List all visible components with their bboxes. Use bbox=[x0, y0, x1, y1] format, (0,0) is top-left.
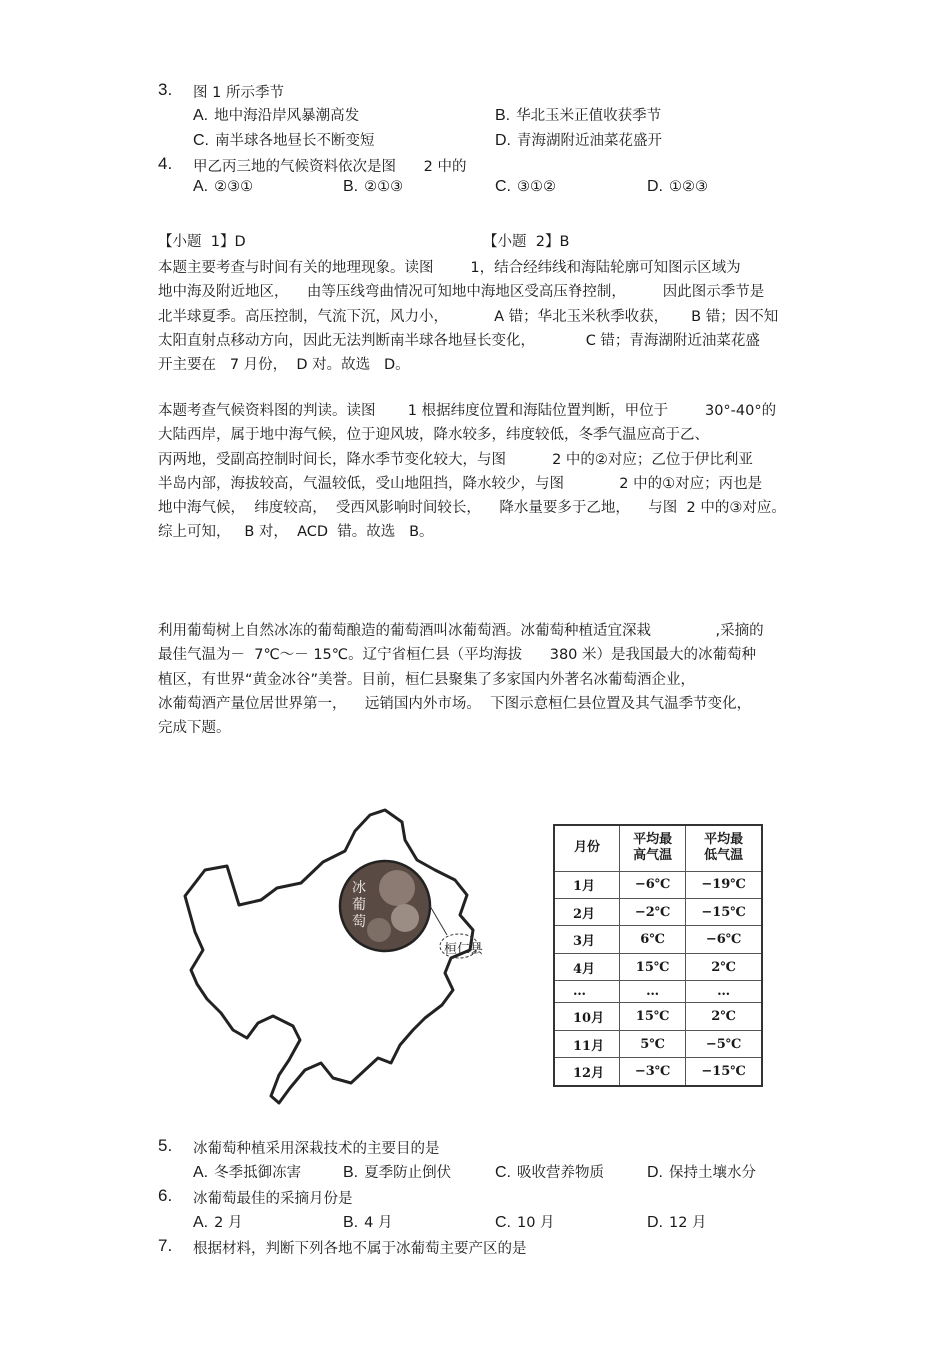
min-temp-cell: −15℃ bbox=[686, 1058, 762, 1086]
option-letter: C. bbox=[495, 1164, 511, 1181]
max-temp-cell: 5℃ bbox=[620, 1030, 686, 1057]
explanation-line: 本题考查气候资料图的判读。读图 1 根据纬度位置和海陆位置判断，甲位于 30°-40°的 bbox=[158, 403, 777, 419]
max-temp-cell: … bbox=[620, 981, 686, 1003]
question-4-stem: 甲乙丙三地的气候资料依次是图 2 中的 bbox=[193, 159, 467, 175]
max-temp-cell: 15℃ bbox=[620, 953, 686, 980]
q3-option-a[interactable] bbox=[193, 104, 359, 125]
option-letter: C. bbox=[495, 178, 511, 195]
month-cell: 3月 bbox=[554, 926, 620, 953]
option-letter: B. bbox=[343, 1214, 359, 1231]
max-temp-cell: 15℃ bbox=[620, 1003, 686, 1030]
explanation-1 bbox=[158, 256, 778, 377]
min-temp-cell: −6℃ bbox=[686, 926, 762, 953]
header-max-temp: 平均最 高气温 bbox=[620, 825, 686, 871]
q5-option-a[interactable] bbox=[193, 1161, 301, 1182]
q6-option-d[interactable] bbox=[647, 1211, 707, 1232]
month-cell: 2月 bbox=[554, 898, 620, 925]
question-3-stem: 图 1 所示季节 bbox=[193, 85, 284, 101]
material-line: 利用葡萄树上自然冰冻的葡萄酿造的葡萄酒叫冰葡萄酒。冰葡萄种植适宜深栽 ,采摘的 bbox=[158, 623, 764, 639]
material-line: 完成下题。 bbox=[158, 720, 231, 737]
max-temp-cell: −2℃ bbox=[620, 898, 686, 925]
explanation-line: 丙两地，受副高控制时间长，降水季节变化较大，与图 2 中的②对应；乙位于伊比利亚 bbox=[158, 451, 753, 468]
option-letter: D. bbox=[647, 1214, 663, 1231]
material-paragraph bbox=[158, 619, 764, 740]
table-row bbox=[554, 1030, 762, 1057]
max-temp-cell: 6℃ bbox=[620, 926, 686, 953]
explanation-line: 太阳直射点移动方向，因此无法判断南半球各地昼长变化， C 错；青海湖附近油菜花盛 bbox=[158, 332, 760, 349]
table-row bbox=[554, 1058, 762, 1086]
option-text: 青海湖附近油菜花盛开 bbox=[517, 133, 662, 149]
explanation-line: 地中海气候， 纬度较高， 受西风影响时间较长， 降水量要多于乙地， 与图 2 中的③对应。 bbox=[158, 500, 786, 517]
q5-option-d[interactable] bbox=[647, 1161, 756, 1182]
material-line: 最佳气温为－ 7℃～－ 15℃。辽宁省桓仁县（平均海拔 380 米）是我国最大的冰葡萄种 bbox=[158, 647, 757, 664]
header-min-temp: 平均最 低气温 bbox=[686, 825, 762, 871]
min-temp-cell: −15℃ bbox=[686, 898, 762, 925]
grape-highlight bbox=[379, 870, 415, 906]
table-row bbox=[554, 953, 762, 980]
question-6-stem: 冰葡萄最佳的采摘月份是 bbox=[193, 1191, 353, 1207]
table-row bbox=[554, 898, 762, 925]
q4-option-b[interactable] bbox=[343, 178, 403, 196]
option-letter: A. bbox=[193, 1164, 209, 1181]
material-line: 冰葡萄酒产量位居世界第一， 远销国内外市场。 下图示意桓仁县位置及其气温季节变化， bbox=[158, 695, 752, 712]
question-3-number: 3. bbox=[158, 80, 173, 99]
month-cell: 12月 bbox=[554, 1058, 620, 1086]
option-text: ③①② bbox=[517, 179, 556, 195]
explanation-line: 地中海及附近地区， 由等压线弯曲情况可知地中海地区受高压脊控制， 因此图示季节是 bbox=[158, 284, 765, 301]
q4-option-a[interactable] bbox=[193, 178, 253, 196]
option-text: ②①③ bbox=[364, 179, 404, 195]
question-7-stem: 根据材料，判断下列各地不属于冰葡萄主要产区的是 bbox=[193, 1241, 527, 1257]
option-letter: B. bbox=[495, 107, 511, 124]
option-text: 吸收营养物质 bbox=[517, 1165, 604, 1181]
explanation-line: 北半球夏季。高压控制，气流下沉，风力小， A 错；华北玉米秋季收获， B 错；因不知 bbox=[158, 308, 779, 325]
q6-option-c[interactable] bbox=[495, 1211, 555, 1232]
table-row bbox=[554, 981, 762, 1003]
option-text: 10 月 bbox=[517, 1215, 555, 1231]
explanation-line: 综上可知， B 对， ACD 错。故选 B。 bbox=[158, 524, 434, 541]
explanation-line: 开主要在 7 月份， D 对。故选 D。 bbox=[158, 357, 410, 374]
min-temp-cell: −5℃ bbox=[686, 1030, 762, 1057]
ice-grape-label: 冰葡萄 bbox=[352, 880, 366, 930]
q6-option-b[interactable] bbox=[343, 1211, 392, 1232]
climate-table bbox=[553, 824, 763, 1087]
option-text: ①②③ bbox=[669, 179, 708, 195]
table-row bbox=[554, 1003, 762, 1030]
option-letter: C. bbox=[495, 1214, 511, 1231]
q6-option-a[interactable] bbox=[193, 1211, 242, 1232]
option-letter: B. bbox=[343, 1164, 359, 1181]
table-row bbox=[554, 926, 762, 953]
option-text: ②③① bbox=[214, 179, 254, 195]
month-cell: … bbox=[554, 981, 620, 1003]
question-4-number: 4. bbox=[158, 154, 173, 173]
table-row bbox=[554, 871, 762, 898]
q4-option-d[interactable] bbox=[647, 178, 708, 196]
option-letter: D. bbox=[647, 178, 663, 195]
option-text: 华北玉米正值收获季节 bbox=[516, 108, 662, 124]
month-cell: 11月 bbox=[554, 1030, 620, 1057]
option-text: 4 月 bbox=[364, 1215, 393, 1231]
q3-option-b[interactable] bbox=[495, 104, 661, 125]
q3-option-d[interactable] bbox=[495, 129, 662, 150]
explanation-line: 大陆西岸，属于地中海气候，位于迎风坡，降水较多，纬度较低，冬季气温应高于乙、 bbox=[158, 427, 709, 444]
question-5-stem: 冰葡萄种植采用深栽技术的主要目的是 bbox=[193, 1141, 440, 1157]
option-letter: A. bbox=[193, 107, 209, 124]
month-cell: 10月 bbox=[554, 1003, 620, 1030]
option-text: 南半球各地昼长不断变短 bbox=[215, 133, 375, 149]
q5-option-b[interactable] bbox=[343, 1161, 451, 1182]
option-text: 夏季防止倒伏 bbox=[364, 1165, 452, 1181]
option-letter: A. bbox=[193, 1214, 209, 1231]
q3-option-c[interactable] bbox=[193, 129, 375, 150]
month-cell: 1月 bbox=[554, 871, 620, 898]
answer-1: 【小题 1】D bbox=[158, 234, 246, 250]
question-7-number: 7. bbox=[158, 1236, 173, 1255]
max-temp-cell: −6℃ bbox=[620, 871, 686, 898]
option-letter: A. bbox=[193, 178, 209, 195]
table-header-row bbox=[554, 825, 762, 871]
option-text: 12 月 bbox=[669, 1215, 707, 1231]
month-cell: 4月 bbox=[554, 953, 620, 980]
min-temp-cell: 2℃ bbox=[686, 953, 762, 980]
option-text: 保持土壤水分 bbox=[669, 1165, 756, 1181]
explanation-line: 本题主要考查与时间有关的地理现象。读图 1，结合经纬线和海陆轮廓可知图示区域为 bbox=[158, 260, 741, 276]
min-temp-cell: … bbox=[686, 981, 762, 1003]
huanren-county-label: 桓仁县 bbox=[444, 942, 484, 957]
material-line: 植区，有世界“黄金冰谷”美誉。目前，桓仁县聚集了多家国内外著名冰葡萄酒企业， bbox=[158, 671, 696, 688]
explanation-line: 半岛内部，海拔较高，气温较低，受山地阻挡，降水较少，与图 2 中的①对应；丙也是 bbox=[158, 475, 763, 492]
connector-line bbox=[430, 906, 447, 935]
option-text: 地中海沿岸风暴潮高发 bbox=[214, 108, 360, 124]
explanation-2 bbox=[158, 399, 786, 545]
min-temp-cell: 2℃ bbox=[686, 1003, 762, 1030]
q5-option-c[interactable] bbox=[495, 1161, 604, 1182]
option-letter: D. bbox=[495, 132, 511, 149]
question-6-number: 6. bbox=[158, 1186, 173, 1205]
header-month: 月份 bbox=[554, 825, 620, 871]
option-text: 冬季抵御冻害 bbox=[214, 1165, 302, 1181]
option-text: 2 月 bbox=[214, 1215, 243, 1231]
max-temp-cell: −3℃ bbox=[620, 1058, 686, 1086]
question-5-number: 5. bbox=[158, 1136, 173, 1155]
grape-highlight bbox=[391, 904, 419, 932]
province-outline bbox=[185, 810, 473, 1103]
min-temp-cell: −19℃ bbox=[686, 871, 762, 898]
option-letter: D. bbox=[647, 1164, 663, 1181]
answer-2: 【小题 2】B bbox=[483, 234, 570, 250]
option-letter: B. bbox=[343, 178, 359, 195]
option-letter: C. bbox=[193, 132, 209, 149]
q4-option-c[interactable] bbox=[495, 178, 556, 196]
